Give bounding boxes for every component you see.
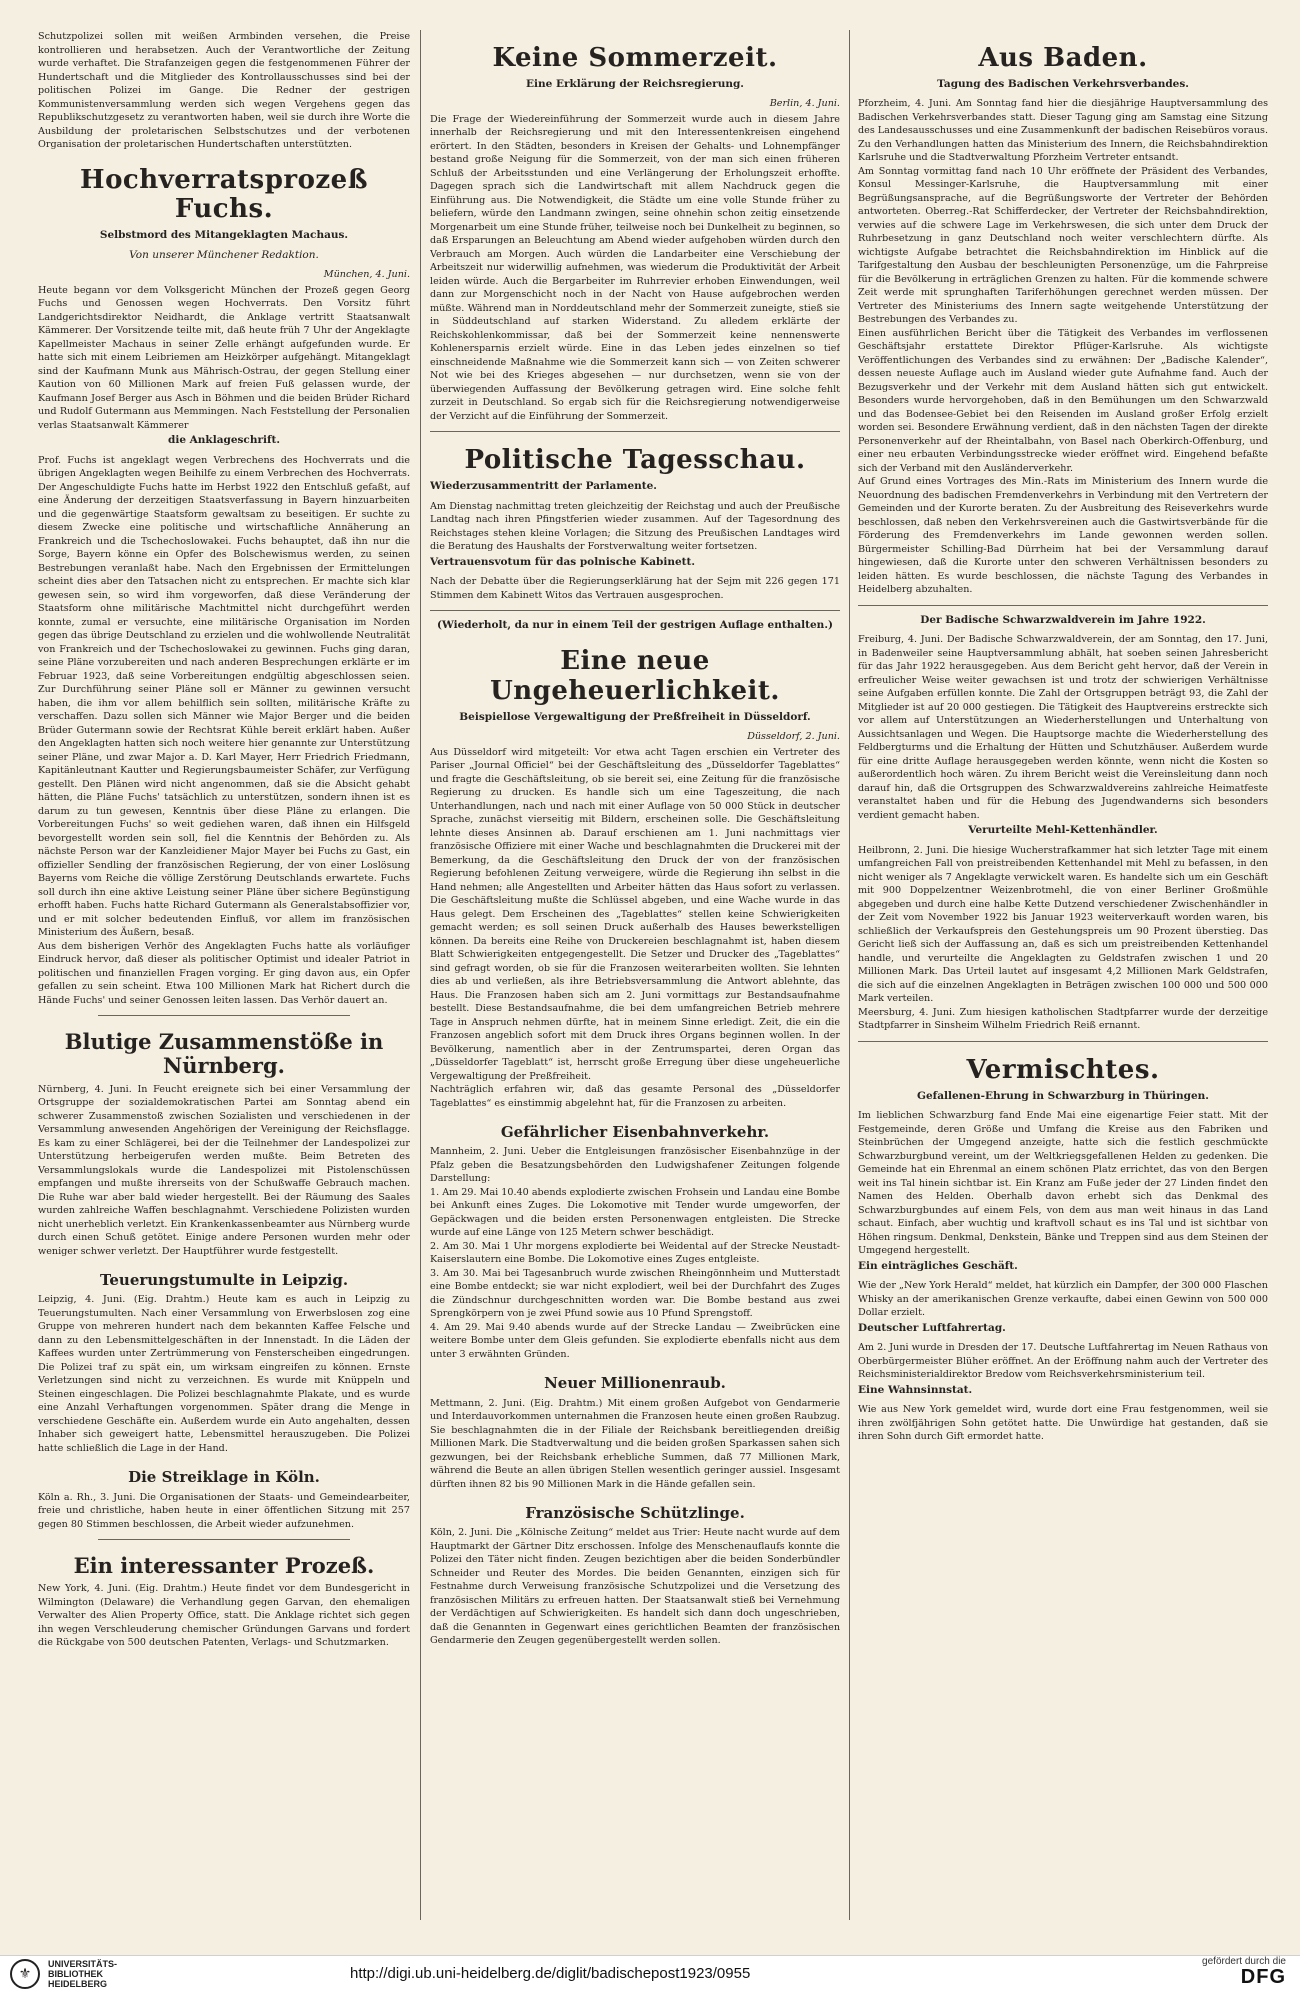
article-body: Köln, 2. Juni. Die „Kölnische Zeitung“ meldet aus Trier: Heute nacht wurde auf dem Hauptmarkt der Gärtner Ditz erschossen. Infolge des Menschenauflaufs konnte die Polizei den Täter nicht finden. Zeugen bezichtigen aber die beiden Sonderbündler Schneider und Reuter des Mordes. Die beiden Genannten, einzigen sich für Festnahme durch Verweisung französische Schutzpolizei und die Versetzung des französischen Militärs zu erfreuen hatten. Der Staatsanwalt stieß bei Vernehmung der Verdächtigen auf Schwierigkeiten. Es handelt sich dann doch ungeschrieben, daß die Genannten in Gegenwart eines gerichtlichen Beamten der französischen Gendarmerie den Zeugen gegenübergestellt werden sollen.	[430, 1527, 840, 1647]
column-rule	[849, 30, 850, 1920]
article-body: Mannheim, 2. Juni. Ueber die Entgleisungen französischer Eisenbahnzüge in der Pfalz geben die Besatzungsbehörden den Ludwigshafener Zeitungen folgende Darstellung:	[430, 1146, 840, 1185]
divider	[98, 1015, 350, 1016]
headline-eisenbahn: Gefährlicher Eisenbahnverkehr.	[500, 1123, 770, 1142]
headline-prozess: Ein interessanter Prozeß.	[73, 1553, 375, 1579]
divider	[430, 431, 840, 432]
list-item: 2. Am 30. Mai 1 Uhr morgens explodierte bei Weidental auf der Strecke Neustadt-Kaiserslautern eine Bombe. Die Lokomotive eines Zuges entgleiste.	[430, 1240, 840, 1266]
column-left	[38, 30, 410, 1930]
logo-line: BIBLIOTHEK	[48, 1968, 103, 1979]
item-title: Deutscher Luftfahrertag.	[858, 1321, 1006, 1334]
article-body: Heilbronn, 2. Juni. Die hiesige Wucherstrafkammer hat sich letzter Tage mit einem umfangreichen Fall von preistreibenden Kettenhandel mit Mehl zu befassen, in den nicht weniger als 7 Angeklagte verwickelt waren. Es handelte sich um ein Geschäft mit 900 Doppelzentner Weizenbrotmehl, die von einer Berliner Großmühle abgegeben und durch eine halbe Kette Dutzend verschiedener Zwischenhändler in der Zeit vom November 1922 bis Januar 1923 weiterverkauft worden waren, bis schließlich der Verkaufspreis den Gestehungspreis um 90 Prozent überstieg. Das Gericht ließ sich der Auffassung an, daß es sich um preistreibenden Kettenhandel handle, und verurteilte die Angeklagten zu Geldstrafen zwischen 1 und 20 Millionen Mark. Das Urteil lautet auf insgesamt 4,2 Millionen Mark Geldstrafen, die sich auf die einzelnen Angeklagten in Beträgen zwischen 100 000 und 500 000 Mark verteilen.	[858, 844, 1268, 1005]
byline-fuchs: Von unserer Münchener Redaktion.	[129, 248, 319, 261]
article-body: Am 2. Juni wurde in Dresden der 17. Deutsche Luftfahrertag im Neuen Rathaus von Oberbürgermeister Blüher eröffnet. An der Eröffnung nahm auch der Vertreter des Reichsministerialdirektor Bredow vom Reichsverkehrsministerium teil.	[858, 1342, 1268, 1381]
article-body: Nach der Debatte über die Regierungserklärung hat der Sejm mit 226 gegen 171 Stimmen dem Kabinett Witos das Vertrauen ausgesprochen.	[430, 576, 840, 601]
item-title: Gefallenen-Ehrung in Schwarzburg in Thüringen.	[917, 1089, 1209, 1102]
article-body: Meersburg, 4. Juni. Zum hiesigen katholischen Stadtpfarrer wurde der derzeitige Stadtpfarrer in Sinsheim Wilhelm Friedrich Reiß ernannt.	[858, 1006, 1268, 1032]
article-body: Köln a. Rh., 3. Juni. Die Organisationen der Staats- und Gemeindearbeiter, freie und christliche, haben heute in einer öffentlichen Sitzung mit 257 gegen 80 Stimmen beschlossen, die Arbeit wieder aufzunehmen.	[38, 1491, 410, 1530]
logo-line: HEIDELBERG	[48, 1978, 108, 1989]
subhead-fuchs: Selbstmord des Mitangeklagten Machaus.	[99, 229, 349, 242]
divider	[430, 610, 840, 611]
article-body: Wie der „New York Herald“ meldet, hat kürzlich ein Dampfer, der 300 000 Flaschen Whisky an der amerikanischen Grenze verkaufte, dabei einen Gewinn von 500 000 Dollar erzielt.	[858, 1280, 1268, 1319]
article-body: Nürnberg, 4. Juni. In Feucht ereignete sich bei einer Versammlung der Ortsgruppe der sozialdemokratischen Partei am Sonntag abend ein schwerer Zusammenstoß zwischen Sozialisten und verschiedenen in der Versammlung anwesenden Angehörigen der Vereinigung der Reichsflagge. Es kam zu einer Schlägerei, bei der die Teilnehmer der Landespolizei zur Unterstützung herbeigerufen werden mußte. Beim Betreten des Versammlungslokals wurde die Landespolizei mit Pistolenschüssen empfangen und mußte ihrerseits von der Schußwaffe Gebrauch machen. Die Ruhe war aber bald wieder hergestellt. Bei der Räumung des Saales wurden zahlreiche Waffen beschlagnahmt. Verschiedene Polizisten wurden nicht unerheblich verletzt. Ein Krankenkassenbeamter aus Nürnberg wurde durch einen Schuß getötet. Einige andere Personen wurden mehr oder weniger schwer verletzt. Der Hauptführer wurde festgestellt.	[38, 1083, 410, 1257]
viewer-footer	[0, 1955, 1300, 1991]
repeat-note: (Wiederholt, da nur in einem Teil der gestrigen Auflage enthalten.)	[437, 619, 833, 632]
subhead-ungeheuerlichkeit: Beispiellose Vergewaltigung der Preßfreiheit in Düsseldorf.	[459, 710, 811, 723]
article-body: Am Dienstag nachmittag treten gleichzeitig der Reichstag und auch der Preußische Landtag nach ihren Pfingstferien wieder zusammen. Auf der Tagesordnung des Reichstages stehen kleine Vorlagen; die Sitzung des Preußischen Landtages wird die Beratung des Haushalts der Forstverwaltung weiter fortsetzen.	[430, 500, 840, 553]
article-body: Leipzig, 4. Juni. (Eig. Drahtm.) Heute kam es auch in Leipzig zu Teuerungstumulten. Nach einer Versammlung von Erwerbslosen zog eine Gruppe von mehreren hundert nach dem bekannten Kaffee Felsche und dann zu den Lebensmittelgeschäften in der Innenstadt. In die Läden der Kaffees wurden unter Zertrümmerung von Fensterscheiben eingedrungen. Die Polizei traf zu spät ein, um wirksam eingreifen zu können. Ernste Verletzungen sind nicht zu verzeichnen. Es wurde mit Knüppeln und Steinen eingeschlagen. Die Polizei beschlagnahmte Plakate, und es wurde eine Anzahl Verhaftungen vorgenommen. Später drang die Menge in verschiedene Geschäfte ein. Außerdem wurde ein Auto angehalten, dessen Inhaber sich geweigert hatte, Lebensmittel herauszugeben. Die Polizei hatte schließlich die Lage in der Hand.	[38, 1294, 410, 1454]
headline-schwarzwald: Der Badische Schwarzwaldverein im Jahre 1922.	[920, 613, 1206, 626]
dfg-logo[interactable]	[1202, 1956, 1286, 1991]
subhead-verkehr: Tagung des Badischen Verkehrsverbandes.	[937, 77, 1189, 90]
list-item: 3. Am 30. Mai bei Tagesanbruch wurde zwischen Rheingönnheim und Mutterstadt eine Bombe entdeckt; sie war nicht explodiert, weil bei der Durchfahrt des Zuges die Zündschnur durchgeschnitten worden war. Die Bombe bestand aus zwei Sprengkörpern von je zwei Pfund sowie aus 10 Pfund Sprengstoff.	[430, 1267, 840, 1320]
article-body: Aus dem bisherigen Verhör des Angeklagten Fuchs hatte als vorläufiger Eindruck hervor, daß dieser als politischer Optimist und idealer Patriot in politischen und finanziellen Fragen vorging. Er ging davon aus, ein Opfer gefallen zu sein scheint. Etwa 100 Millionen Mark hat Richert durch die Hände Fuchs' und seiner Genossen leiten lassen. Das Verhör dauert an.	[38, 940, 410, 1006]
list-item: 1. Am 29. Mai 10.40 abends explodierte zwischen Frohsein und Landau eine Bombe bei Ankunft eines Zuges. Die Lokomotive mit Tender wurde umgeworfen, der Gepäckwagen und die beiden ersten Personenwagen entgleisten. Die Strecke wurde auf eine Länge von 125 Metern schwer beschädigt.	[430, 1186, 840, 1239]
headline-tagesschau: Politische Tagesschau.	[464, 445, 806, 476]
article-body: Wie aus New York gemeldet wird, wurde dort eine Frau festgenommen, weil sie ihren zwölfjährigen Sohn getötet hatte. Die Unwürdige hat gestanden, daß sie ihren Sohn durch Gift ermordet hatte.	[858, 1404, 1268, 1443]
dateline-fuchs: München, 4. Juni.	[323, 269, 410, 281]
headline-mehlkette: Verurteilte Mehl-Kettenhändler.	[968, 824, 1158, 837]
headline-sommerzeit: Keine Sommerzeit.	[492, 43, 778, 73]
divider	[858, 1041, 1268, 1042]
headline-fuchs: Hochverratsprozeß Fuchs.	[80, 164, 368, 225]
headline-koeln: Die Streiklage in Köln.	[128, 1468, 320, 1487]
item-title: Eine Wahnsinnstat.	[858, 1383, 973, 1396]
column-rule	[420, 30, 421, 1920]
article-body: Im lieblichen Schwarzburg fand Ende Mai eine eigenartige Feier statt. Mit der Festgemeinde, deren Größe und Umfang die Kreise aus den Fabriken und Steinbrüchen der Umgegend anzeigte, hatte sich die festlich geschmückte Schwarzburgbund vereint, um der Weltkriegsgefallenen Helden zu gedenken. Die Gemeinde hat ein Ehrenmal an einem schönen Platz errichtet, das von den Bergen weit ins Tal hinein sichtbar ist. Ein Kranz am Fuße jeder der 27 Linden findet den Namen des Helden. Oberhalb davon erhebt sich das Denkmal des Schwarzburgbundes auf einem Fels, von dem aus man weit hinaus in das Land schaut. Einfach, aber wuchtig und kraftvoll schaut es ins Tal und ist sichtbar von Höhen ringsum. Denkmal, Denkstein, Bänke und Treppen sind aus dem Steinen der Umgegend hergestellt.	[858, 1110, 1268, 1257]
library-logo[interactable]	[10, 1956, 117, 1991]
subhead-sommerzeit: Eine Erklärung der Reichsregierung.	[526, 77, 744, 90]
headline-aus-baden: Aus Baden.	[978, 43, 1148, 73]
dfg-mark: DFG	[1240, 1966, 1286, 1988]
source-url-link[interactable]: http://digi.ub.uni-heidelberg.de/diglit/badischepost1923/0955	[350, 1965, 751, 1982]
seal-icon: ⚜	[10, 1959, 40, 1989]
article-body: Am Sonntag vormittag fand nach 10 Uhr eröffnete der Präsident des Verbandes, Konsul Messinger-Karlsruhe, die Hauptversammlung mit einer Begrüßungsansprache, auf die Begrüßungsworte der Vertreter der Behörden antworteten. Oberreg.-Rat Schifferdecker, der Vertreter der Reichsbahndirektion, verwies auf die schwere Lage im Verkehrswesen, die sich unter dem Druck der Ruhrbesetzung in ganz Deutschland noch weiter verschlechtern dürfte. Als wichtigste Aufgabe betrachtet die Reichsbahndirektion im Hinblick auf die Tarifgestaltung den Ausbau der beschleunigten Personenzüge, um die Fahrpreise für die Bevölkerung in erträglichen Grenzen zu halten. Für die kommende schwere Zeit werde mit sprunghaften Tariferhöhungen gerechnet werden müssen. Der Vertreter des Ministeriums des Innern sagte weitgehende Unterstützung der Bestrebungen des Verbandes zu.	[858, 165, 1268, 326]
headline-leipzig: Teuerungstumulte in Leipzig.	[99, 1271, 349, 1290]
divider	[98, 1539, 350, 1540]
headline-vermischtes: Vermischtes.	[966, 1054, 1160, 1085]
headline-ungeheuerlichkeit: Eine neue Ungeheuerlichkeit.	[490, 645, 780, 706]
headline-nuernberg: Blutige Zusammenstöße in Nürnberg.	[64, 1029, 384, 1079]
library-name	[48, 1959, 117, 1989]
article-body: New York, 4. Juni. (Eig. Drahtm.) Heute findet vor dem Bundesgericht in Wilmington (Delaware) die Verhandlung gegen Garvan, den ehemaligen Verwalter des Alien Property Office, statt. Die Anklage richtet sich gegen ihn wegen Verschleuderung chemischer Gründungen Garvans und fordert die Rückgabe von 500 deutschen Patenten, Verlags- und Schutzmarken.	[38, 1583, 410, 1649]
column-middle	[430, 30, 840, 1930]
logo-line: UNIVERSITÄTS-	[48, 1958, 118, 1969]
article-body: Auf Grund eines Vortrages des Min.-Rats im Ministerium des Innern wurde die Neuordnung des badischen Fremdenverkehrs in Verbindung mit den Vertretern der Gemeinden und der Kurorte beraten. Zu der Ausbreitung des Reiseverkehrs wurde beschlossen, daß neben den Verkehrsvereinen auch die Gastwirtsverbände für die Förderung des Fremdenverkehrs im Lande gewonnen werden sollen. Bürgermeister Schilling-Bad Dürrheim hat bei der Versammlung darauf hingewiesen, daß die Kurorte unter den schweren Verhältnissen besonders zu leiden hätten. Es wurde beschlossen, die nächste Tagung des Verbandes in Heidelberg abzuhalten.	[858, 476, 1268, 596]
dateline-sommerzeit: Berlin, 4. Juni.	[769, 98, 840, 110]
list-item: 4. Am 29. Mai 9.40 abends wurde auf der Strecke Landau — Zweibrücken eine weitere Bombe unter dem Gleis gefunden. Sie explodierte ebenfalls nicht aus dem unter 3 erwähnten Gründen.	[430, 1321, 840, 1360]
dfg-note: gefördert durch die	[1202, 1956, 1286, 1967]
section-title: die Anklageschrift.	[167, 434, 281, 447]
dateline-duesseldorf: Düsseldorf, 2. Juni.	[747, 731, 840, 743]
article-body: Heute begann vor dem Volksgericht München der Prozeß gegen Georg Fuchs und Genossen wegen Hochverrats. Den Vorsitz führt Landgerichtsdirektor Neidhardt, die Anklage vertritt Staatsanwalt Kämmerer. Der Vorsitzende teilte mit, daß heute früh 7 Uhr der Angeklagte Kapellmeister Machaus in seiner Zelle erhängt aufgefunden wurde. Er hatte sich mit einem Leibriemen am Heizkörper aufgehängt. Mitangeklagt sind der Kaufmann Munk aus Mährisch-Ostrau, der gegen Stellung einer Kaution von 60 Millionen Mark auf freien Fuß gelassen wurde, der Kaufmann Josef Berger aus Asch in Böhmen und die beiden Brüder Richard und Rudolf Gutermann aus Memmingen. Nach Feststellung der Personalien verlas Staatsanwalt Kämmerer	[38, 284, 410, 431]
column-right	[858, 30, 1268, 1930]
divider	[858, 605, 1268, 606]
article-body: Prof. Fuchs ist angeklagt wegen Verbrechens des Hochverrats und die übrigen Angeklagten wegen Beihilfe zu einem Verbrechen des Hochverrats. Der Angeschuldigte Fuchs hatte im Herbst 1922 den Entschluß gefaßt, auf eine Änderung der derzeitigen Staatsverfassung in Bayern hinzuarbeiten und die gegenwärtige Staatsform gewaltsam zu beseitigen. Er suchte zu diesem Zwecke eine politische und wirtschaftliche Annäherung an Frankreich und die Tschechoslowakei. Fuchs behauptet, daß ihn nur die Sorge, Bayern könne ein Opfer des Bolschewismus werden, zu seinen Bestrebungen veranlaßt habe. Nach den Ergebnissen der Ermittelungen scheint dies aber den Tatsachen nicht zu entsprechen. Er machte sich klar gewesen sein, so wird ihm vorgeworfen, daß diese Veränderung der Staatsform ohne militärische Machtmittel nicht durchgeführt werden konnte, zumal er versuchte, eine militärische Organisation im Norden gegen das übrige Deutschland zu erzielen und die wohlwollende Neutralität von Frankreich und der Tschechoslowakei zu gewinnen. Fuchs ging daran, seine Pläne vorzubereiten und nach anderen Besprechungen erklärte er im Februar 1923, daß seine Vorbereitungen endgültig abgeschlossen seien. Zur Durchführung seiner Pläne soll er Männer zu gewinnen versucht haben, die ihm vor allem behilflich sein sollten, militärische Kräfte zu verschaffen. Dazu sollen sich Männer wie Major Berger und die beiden Brüder Gutermann sowie der Rechtsrat Kühle bereit erklärt haben. Außer den Angeklagten hatten sich noch weitere hier genannte zur Unterstützung seiner Pläne, und zwar Major a. D. Karl Mayer, Herr Friedrich Friedmann, Kapitänleutnant Kautter und Regierungsbaumeister Schäfer, zur Verfügung gestellt. Den Plänen wird nicht angenommen, daß sie die Absicht gehabt hätten, die Pläne Fuchs' tatsächlich zu unterstützen, sondern ihnen ist es darum zu tun gewesen, Kenntnis über diese Pläne zu erlangen. Die Vorbereitungen Fuchs' so weit gediehen waren, daß ihnen ein Hilfsgeld bevorgestellt worden sein soll, fiel die Kenntnis der Behörden zu. Als nächste Person war der Kanzleidiener Major Mayer bei Fuchs zu Gast, ein offizieller Sendling der französischen Regierung, der von einer Loslösung Bayerns vom Reiche die völlige Zerstörung Deutschlands erwartete. Fuchs soll durch ihn eine aktive Leistung seiner Pläne über sichere Begünstigung erhofft haben. Fuchs hatte Richard Gutermann als Generalstabsoffizier vor, und er mit solcher bedeutenden Einfluß, vor allem im französischen Ministerium des Äußern, besaß.	[38, 454, 410, 939]
article-body: Einen ausführlichen Bericht über die Tätigkeit des Verbandes im verflossenen Geschäftsjahr erstattete Direktor Pflüger-Karlsruhe. Als wichtigste Veröffentlichungen des Verbandes sind zu erwähnen: Der „Badische Kalender“, dessen neueste Auflage auch im Ausland wieder gute Aufnahme fand. Auch der Bezugsverkehr und der Verkehr mit dem Ausland hätten sich gut entwickelt. Besonders wurde hervorgehoben, daß in den Bemühungen um den Schwarzwald und das Bodensee-Gebiet bei den Reisenden im Ausland großer Erfolg erzielt worden sei. Besondere Erwähnung verdient, daß in den nächsten Tagen der direkte Personenverkehr auf der Rheintalbahn, von Basel nach Oberkirch-Offenburg, und einer neu erbauten Verbindungsstrecke wieder eröffnet wird. Eingehend befaßte sich der Verband mit den Ausländerverkehr.	[858, 327, 1268, 474]
article-body: Aus Düsseldorf wird mitgeteilt: Vor etwa acht Tagen erschien ein Vertreter des Pariser „Journal Officiel“ bei der Geschäftsleitung des „Düsseldorfer Tageblattes“ und fragte die Geschäftsleitung, ob sie bereit sei, eine Zeitung für die französische Regierung zu drucken. Es handle sich um eine Tageszeitung, die nach Unterhandlungen, nach und nach mit einer Auflage von 50 000 Stück in deutscher Sprache, zunächst vierseitig mit Bildern, erscheinen solle. Die Geschäftsleitung lehnte dieses Ansinnen ab. Darauf erschienen am 1. Juni nachmittags vier französische Offiziere mit einer Wache und beschlagnahmten die Druckerei mit der Bemerkung, da die Geschäftsleitung den Druck der von der französischen Regierung befohlenen Zeitung verweigere, würde die Regierung ihn selbst in die Hand nehmen; alle Angestellten und Arbeiter hätten das Haus sofort zu verlassen. Die Geschäftsleitung mußte die Schlüssel abgeben, und eine Wache wurde in das Haus gelegt. Dem Erscheinen des „Tageblattes“ stellen keine Schwierigkeiten gemacht werden; es soll seinen Druck außerhalb des Hauses bewerkstelligen können. Da bereits eine Reihe von Druckereien beschlagnahmt ist, haben diesem Blatt Schwierigkeiten entgegengestellt. Die Setzer und Drucker des „Tageblattes“ sind gefragt worden, ob sie für die Franzosen weiterarbeiten wollten. Sie lehnten dies ab und verließen, als ihre Betriebsversammlung die Antwort ablehnte, das Haus. Die Franzosen haben sich am 2. Juni vormittags zur Bestandsaufnahme bestellt. Diese Bestandsaufnahme, die bei dem umfangreichen Betrieb mehrere Tage in Anspruch nehmen dürfte, hat in meinem Sinne erledigt. Zeit, die ein die Franzosen angeblich sofort mit dem Druck ihres Organs beginnen wollen. In der Bevölkerung, namentlich aber in der Zentrumspartei, deren Organ das „Düsseldorfer Tageblatt“ ist, herrscht große Erregung über diese ungeheuerliche Vergewaltigung der Preßfreiheit.	[430, 746, 840, 1082]
article-body: Freiburg, 4. Juni. Der Badische Schwarzwaldverein, der am Sonntag, den 17. Juni, in Badenweiler seine Hauptversammlung abhält, hat soeben seinen Jahresbericht für das Jahr 1922 herausgegeben. Aus dem Bericht geht hervor, daß der Verein in erfreulicher Weise weiter gewachsen ist und trotz der schwierigen Verhältnisse seine Aufgaben erfüllen konnte. Die Zahl der Ortsgruppen beträgt 93, die Zahl der Mitglieder ist auf 20 000 gestiegen. Die Tätigkeit des Hauptvereins erstreckte sich vor allem auf Unterstützungen an Wiederherstellungen und Unterhaltung von Aussichtsanlagen und Wegen. Die Hauptsorge machte die Wiederherstellung des Feldbergturms und die Erhaltung der Hütten und Schutzhäuser. Außerdem wurde für eine dritte Auflage herausgegeben werden könnte, wenn nicht die Kosten so außerordentlich hoch wären. Zu ihrem Bericht weist die Vereinsleitung dann noch darauf hin, daß die Ortsgruppen des Schwarzwaldvereins zahlreiche Heimatfeste veranstaltet haben und für die Hebung des Jugendwanderns sich besonders verdient gemacht haben.	[858, 634, 1268, 821]
article-body: Mettmann, 2. Juni. (Eig. Drahtm.) Mit einem großen Aufgebot von Gendarmerie und Interdauvorkommen unternahmen die Franzosen heute einen großen Raubzug. Sie beschlagnahmten die in der Filiale der Reichsbank bereitliegenden dreißig Millionen Mark. Die Stadtverwaltung und die beiden großen Sparkassen sahen sich gezwungen, bei der Reichsbank erhebliche Summen, daß 77 Millionen Mark, während die Beute an allen übrigen Stellen wesentlich geringer aussiel. Insgesamt dürften ihnen 82 bis 90 Millionen Mark in die Hände gefallen sein.	[430, 1397, 840, 1490]
article-body: Pforzheim, 4. Juni. Am Sonntag fand hier die diesjährige Hauptversammlung des Badischen Verkehrsverbandes statt. Dieser Tagung ging am Samstag eine Sitzung des Landesausschusses und eine Zusammenkunft der badischen Reisebüros voraus. Zu den Verhandlungen hatten das Ministerium des Innern, die Reichsbahndirektion Karlsruhe und die Stadtverwaltung Pforzheim Vertreter entsandt.	[858, 98, 1268, 164]
article-body: Nachträglich erfahren wir, daß das gesamte Personal des „Düsseldorfer Tageblattes“ es einstimmig abgelehnt hat, für die Franzosen zu arbeiten.	[430, 1084, 840, 1109]
article-body: Die Frage der Wiedereinführung der Sommerzeit wurde auch in diesem Jahre innerhalb der Reichsregierung und mit den Interessentenkreisen eingehend erörtert. In den Städten, besonders in Kreisen der Gehalts- und Lohnempfänger bestand große Neigung für die Sommerzeit, von der man sich einen früheren Schluß der Arbeitsstunden und eine Verlängerung der Erholungszeit erhoffte. Dagegen sprach sich die Landwirtschaft mit allem Nachdruck gegen die Einführung aus. Die Notwendigkeit, die Städte um eine volle Stunde früher zu beliefern, würde den Landmann zwingen, seine ohnehin schon zeitig einsetzende Morgenarbeit um eine Stunde früher, teilweise noch bei Dunkelheit zu beginnen, so daß Ersparungen an Beleuchtung am Abend wieder aufgehoben würden durch den Verbrauch am Morgen. Auch würden die Landarbeiter eine Verschiebung der Arbeitszeit nur widerwillig aufnehmen, was wiederum die Produktivität der Arbeit leiden würde. Auch die Bergarbeiter im Ruhrrevier erhoben Einwendungen, weil dann zur Morgenschicht noch in der Nacht von Hause aufgebrochen werden müßte. Während man in Norddeutschland mehr der Sommerzeit zuneigte, stieß sie in Süddeutschland auf starken Widerstand. Zu alledem erklärte der Reichskohlenkommissar, daß bei der Sommerzeit keine nennenswerte Kohlenersparnis erzielt würde. Eine in das Leben jedes einzelnen so tief einschneidende Maßnahme wie die Sommerzeit kann sich — von Zeiten schwerer Not wie bei des Krieges abgesehen — nur durchsetzen, wenn sie von der überwiegenden Auffassung der Bevölkerung getragen wird. Eine solche fehlt zurzeit in Deutschland. So ergab sich für die Reichsregierung notwendigerweise der Verzicht auf die Einführung der Sommerzeit.	[430, 113, 840, 422]
intro-text: Schutzpolizei sollen mit weißen Armbinden versehen, die Preise kontrollieren und herabsetzen. Auch der Verantwortliche der Zeitung wurde verhaftet. Die Strafanzeigen gegen die festgenommenen Führer der Hundertschaft und die Mitglieder des Kontrollausschusses sind bei der politischen Polizei im Gange. Die Redner der gestrigen Kommunistenversammlung werden sich wegen Vergehens gegen das Republikschutzgesetz zu verantworten haben, weil sie durch ihre Worte die Ausbildung der proletarischen Selbstschutzes und der verbotenen Organisation der proletarischen Hundertschaften unterstützten.	[38, 31, 410, 150]
headline-schuetzlinge: Französische Schützlinge.	[525, 1504, 745, 1523]
headline-millionenraub: Neuer Millionenraub.	[544, 1374, 726, 1393]
item-title: Wiederzusammentritt der Parlamente.	[430, 480, 657, 493]
item-title: Vertrauensvotum für das polnische Kabinett.	[430, 555, 696, 568]
item-title: Ein einträgliches Geschäft.	[858, 1259, 1018, 1272]
